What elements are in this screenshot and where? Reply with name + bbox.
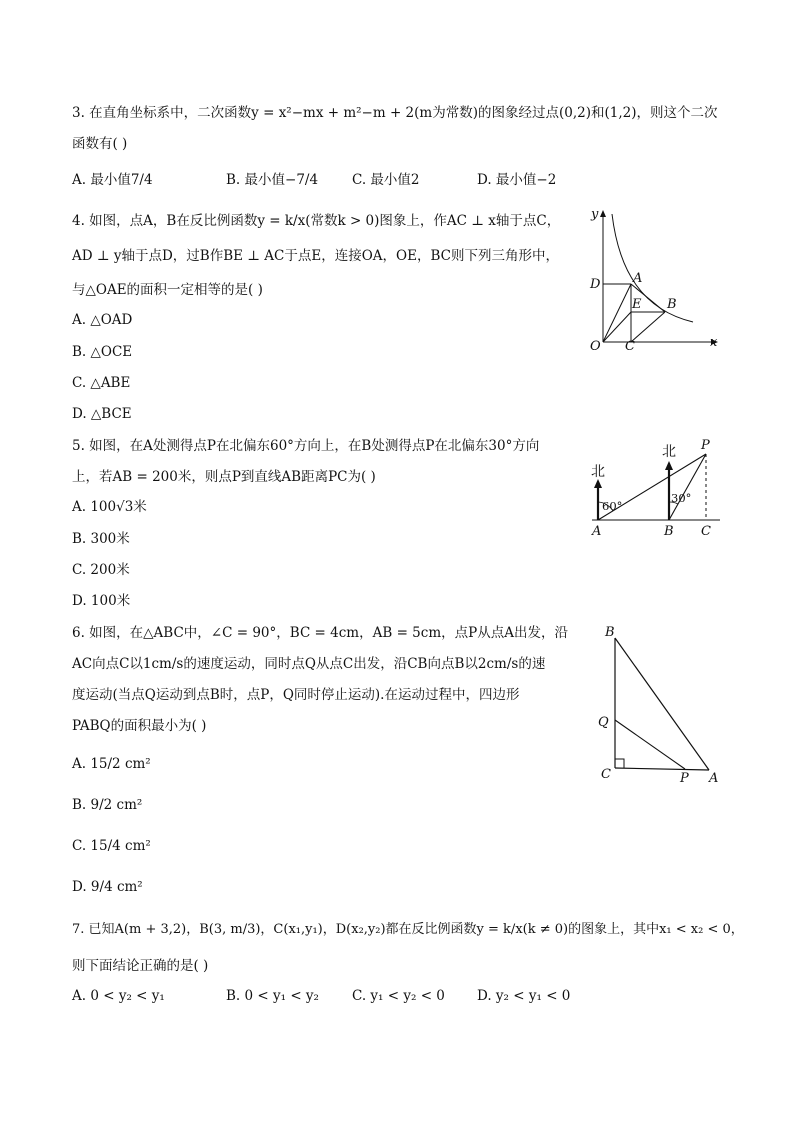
q5-stem-line1: 5. 如图，在A处测得点P在北偏东60°方向上，在B处测得点P在北偏东30°方向 [72,438,540,454]
q5-option-d: D. 100米 [72,593,131,609]
q6-option-b: B. 9/2 cm² [72,797,143,813]
q3-stem-line2: 函数有( ) [72,136,128,152]
label-a: A [592,524,602,539]
label-d: D [590,277,601,292]
label-north-a: 北 [591,464,605,480]
hyperbola-curve [612,214,693,322]
q4-stem-line1: 4. 如图，点A，B在反比例函数y = k/x(常数k > 0)图象上，作AC ⊥ x轴于点C， [72,213,561,229]
y-axis-arrow-icon [600,210,606,217]
q3-option-a: A. 最小值7/4 [72,172,153,188]
sight-line-bp [669,454,706,520]
label-north-b: 北 [662,444,676,460]
q5-option-c: C. 200米 [72,562,130,578]
side-ab [615,638,709,770]
q7-option-c: C. y₁ < y₂ < 0 [352,988,445,1004]
label-b: B [664,524,674,539]
label-c: C [625,339,635,354]
q4-figure [585,200,725,360]
q4-option-b: B. △OCE [72,344,133,360]
q6-option-a: A. 15/2 cm² [72,756,151,772]
q4-option-a: A. △OAD [72,312,133,328]
segment-oe [603,312,631,342]
q3-stem-line1: 3. 在直角坐标系中，二次函数y = x²−mx + m²−m + 2(m为常数)的图象经过点(0,2)和(1,2)，则这个二次 [72,105,718,121]
q4-option-d: D. △BCE [72,406,132,422]
q6-option-c: C. 15/4 cm² [72,838,151,854]
q3-option-c: C. 最小值2 [352,172,420,188]
label-p: P [701,438,710,453]
q6-stem-line3: 度运动(当点Q运动到点B时，点P，Q同时停止运动).在运动过程中，四边形 [72,687,520,703]
segment-qp [615,720,685,769]
label-y: y [591,207,599,222]
label-q: Q [598,715,609,730]
q7-stem-line2: 则下面结论正确的是( ) [72,958,209,974]
label-angle-60: 60° [602,499,623,513]
label-c: C [701,524,711,539]
label-b: B [667,297,677,312]
segment-oa [603,284,631,342]
q6-figure [595,620,725,790]
q5-option-b: B. 300米 [72,531,130,547]
q3-option-b: B. 最小值−7/4 [226,172,319,188]
q6-option-d: D. 9/4 cm² [72,879,143,895]
q4-stem-line2: AD ⊥ y轴于点D，过B作BE ⊥ AC于点E，连接OA，OE，BC则下列三角形中， [72,248,559,264]
label-x: x [710,335,718,350]
label-a: A [633,271,643,286]
q5-option-a: A. 100√3米 [72,499,147,515]
q6-stem-line2: AC向点C以1cm/s的速度运动，同时点Q从点C出发，沿CB向点B以2cm/s的速 [72,656,546,672]
q3-option-d: D. 最小值−2 [477,172,557,188]
q4-option-c: C. △ABE [72,375,131,391]
q7-option-b: B. 0 < y₁ < y₂ [226,988,319,1004]
label-c: C [601,767,611,782]
q4-stem-line3: 与△OAE的面积一定相等的是( ) [72,282,263,298]
north-arrow-a-icon [594,479,602,488]
label-p: P [680,771,689,786]
label-angle-30: 30° [671,491,692,505]
north-arrow-b-icon [665,461,673,470]
q7-option-d: D. y₂ < y₁ < 0 [477,988,571,1004]
q5-figure [580,432,725,542]
q5-stem-line2: 上，若AB = 200米，则点P到直线AB距离PC为( ) [72,469,376,485]
label-e: E [632,297,642,312]
label-a: A [709,771,719,786]
q6-stem-line4: PABQ的面积最小为( ) [72,718,207,734]
label-o: O [590,339,601,354]
q7-option-a: A. 0 < y₂ < y₁ [72,988,165,1004]
side-ca [615,768,709,770]
label-b: B [605,625,615,640]
right-angle-mark [615,759,624,768]
q6-stem-line1: 6. 如图，在△ABC中，∠C = 90°，BC = 4cm，AB = 5cm，点P从点A出发，沿 [72,625,568,641]
q7-stem-line1: 7. 已知A(m + 3,2)，B(3, m/3)，C(x₁,y₁)，D(x₂,y₂)都在反比例函数y = k/x(k ≠ 0)的图象上，其中x₁ < x₂ < 0， [72,922,744,937]
segment-bc [631,312,665,342]
